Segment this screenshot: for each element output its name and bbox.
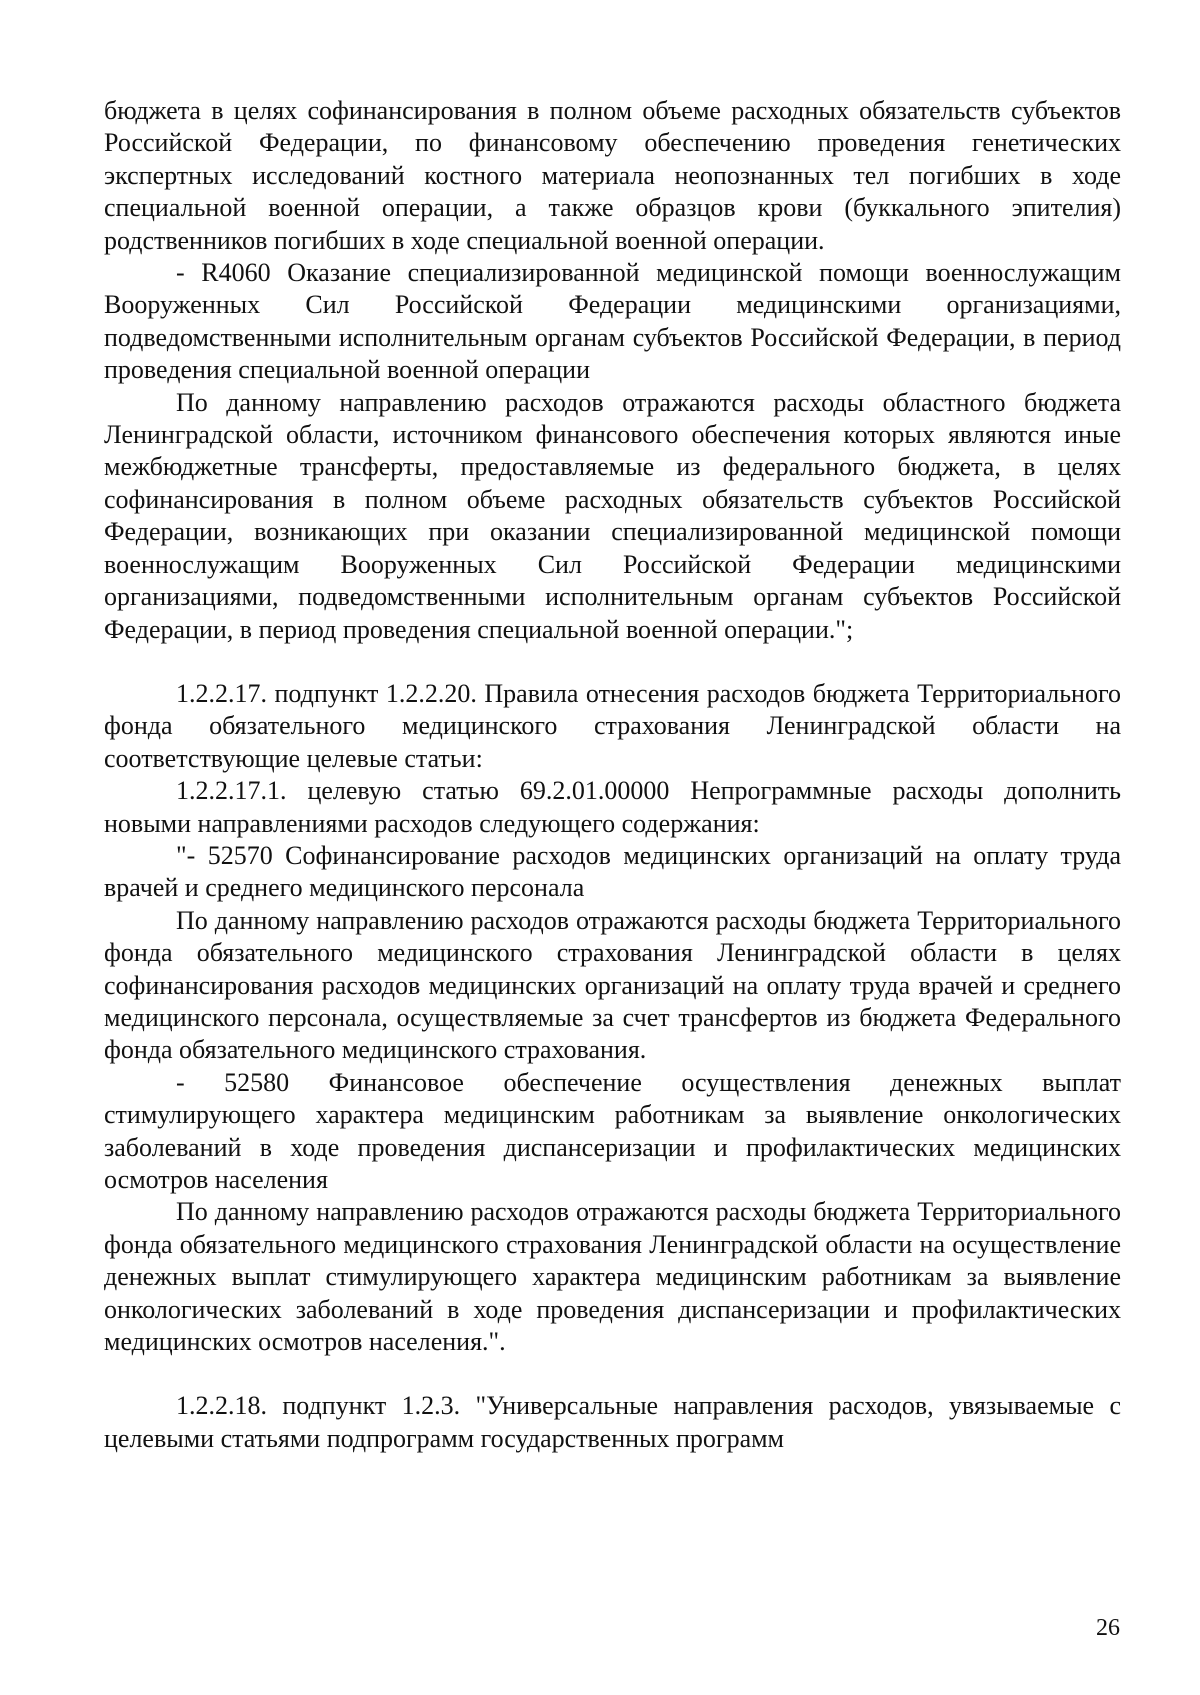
document-body — [104, 95, 1121, 1455]
paragraph-1-2-2-17-1: 1.2.2.17.1. целевую статью 69.2.01.00000 Непрограммные расходы дополнить новыми направлениями расходов следующего содержания: — [104, 776, 1121, 838]
paragraph-52570-description: По данному направлению расходов отражаются расходы бюджета Территориального фонда обязательного медицинского страхования Ленинградской области в целях софинансирования расходов медицинских организаций на оплату труда врачей и среднего медицинского персонала, осуществляемые за счет трансфертов из бюджета Федерального фонда обязательного медицинского страхования. — [104, 905, 1121, 1065]
paragraph-52570: "- 52570 Софинансирование расходов медицинских организаций на оплату труда врачей и среднего медицинского персонала — [104, 840, 1121, 903]
paragraph-continuation: бюджета в целях софинансирования в полном объеме расходных обязательств субъектов Российской Федерации, по финансовому обеспечению проведения генетических экспертных исследований костного материала неопознанных тел погибших в ходе специальной военной операции, а также образцов крови (буккального эпителия) родственников погибших в ходе специальной военной операции. — [104, 96, 1121, 255]
paragraph-52580-description: По данному направлению расходов отражаются расходы бюджета Территориального фонда обязательного медицинского страхования Ленинградской области на осуществление денежных выплат стимулирующего характера медицинским работникам за выявление онкологических заболеваний в ходе проведения диспансеризации и профилактических медицинских осмотров населения.". — [104, 1197, 1121, 1357]
paragraph-52580: - 52580 Финансовое обеспечение осуществления денежных выплат стимулирующего характера медицинским работникам за выявление онкологических заболеваний в ходе проведения диспансеризации и профилактических медицинских осмотров населения — [104, 1067, 1121, 1194]
page-number: 26 — [1096, 1615, 1120, 1641]
paragraph-1-2-2-17: 1.2.2.17. подпункт 1.2.2.20. Правила отнесения расходов бюджета Территориального фонда обязательного медицинского страхования Ленинградской области на соответствующие целевые статьи: — [104, 678, 1121, 773]
paragraph-1-2-2-18: 1.2.2.18. подпункт 1.2.3. "Универсальные направления расходов, увязываемые с целевыми статьями подпрограмм государственных программ — [104, 1391, 1121, 1453]
paragraph-r4060-description: По данному направлению расходов отражаются расходы областного бюджета Ленинградской области, источником финансового обеспечения которых являются иные межбюджетные трансферты, предоставляемые из федерального бюджета, в целях софинансирования в полном объеме расходных обязательств субъектов Российской Федерации, возникающих при оказании специализированной медицинской помощи военнослужащим Вооруженных Сил Российской Федерации медицинскими организациями, подведомственными исполнительным органам субъектов Российской Федерации, в период проведения специальной военной операции."; — [104, 387, 1121, 644]
paragraph-r4060: - R4060 Оказание специализированной медицинской помощи военнослужащим Вооруженных Сил Российской Федерации медицинскими организациями, подведомственными исполнительным органам субъектов Российской Федерации, в период проведения специальной военной операции — [104, 258, 1121, 385]
